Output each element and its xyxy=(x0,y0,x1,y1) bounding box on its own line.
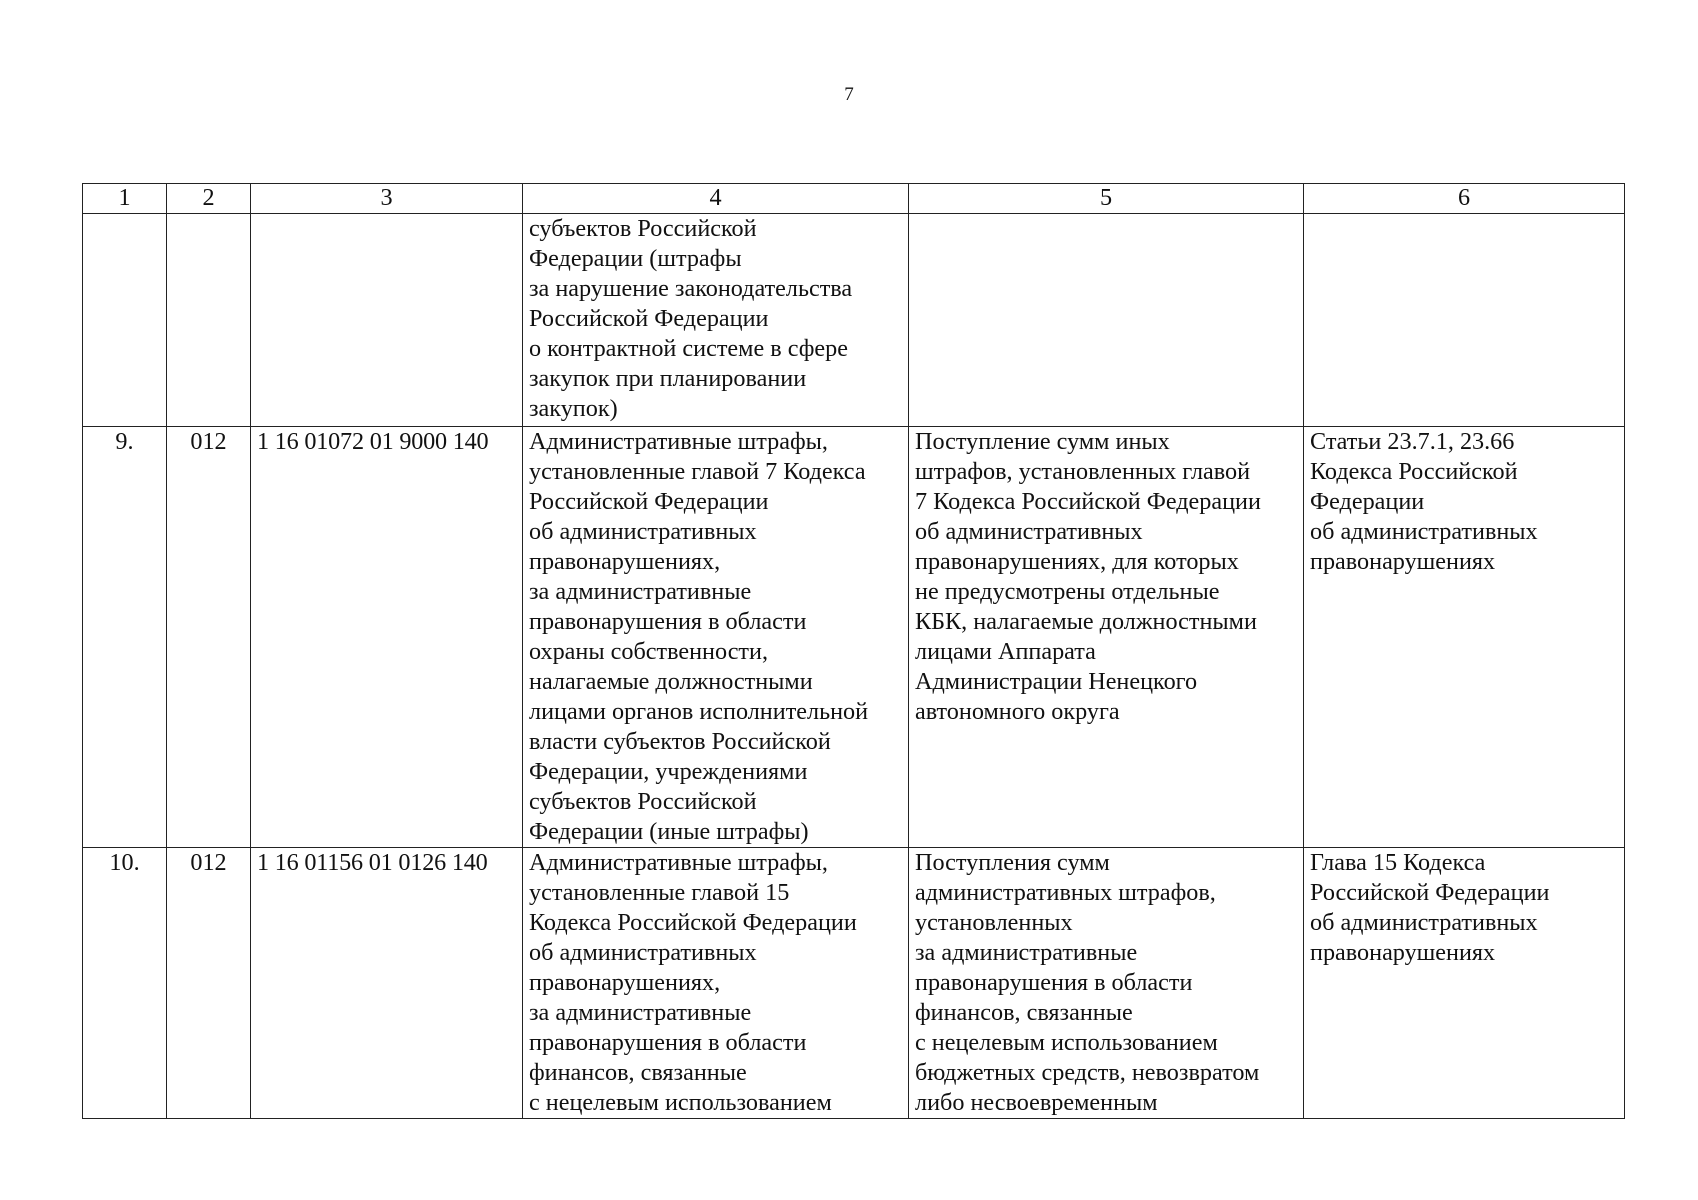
admin-code-cell: 012 xyxy=(167,848,251,1119)
row-number-cell: 9. xyxy=(83,427,167,848)
revenue-name-cell: Административные штрафы, установленные главой 7 Кодекса Российской Федерации об административных правонарушениях, за административные правонарушения в области охраны собственности, налагаемые должностными лицами органов исполнительной власти субъектов Российской Федерации, учреждениями субъектов Российской Федерации (иные штрафы) xyxy=(523,427,909,848)
revenue-description-cell xyxy=(909,214,1304,427)
header-col-5: 5 xyxy=(909,184,1304,214)
row-number-cell xyxy=(83,214,167,427)
revenue-name-cell: субъектов Российской Федерации (штрафы за нарушение законодательства Российской Федерации о контрактной системе в сфере закупок при планировании закупок) xyxy=(523,214,909,427)
admin-code-cell xyxy=(167,214,251,427)
legal-basis-cell: Глава 15 Кодекса Российской Федерации об административных правонарушениях xyxy=(1304,848,1625,1119)
budget-code-cell xyxy=(251,214,523,427)
header-row xyxy=(83,184,1625,214)
header-col-2: 2 xyxy=(167,184,251,214)
budget-code-cell: 1 16 01072 01 9000 140 xyxy=(251,427,523,848)
revenue-codes-table xyxy=(82,183,1625,1119)
legal-basis-cell: Статьи 23.7.1, 23.66 Кодекса Российской Федерации об административных правонарушениях xyxy=(1304,427,1625,848)
row-number-cell: 10. xyxy=(83,848,167,1119)
table-row-9 xyxy=(83,427,1625,848)
page-number: 7 xyxy=(844,84,854,105)
header-col-1: 1 xyxy=(83,184,167,214)
revenue-name-cell: Административные штрафы, установленные главой 15 Кодекса Российской Федерации об административных правонарушениях, за административные правонарушения в области финансов, связанные с нецелевым использованием xyxy=(523,848,909,1119)
revenue-description-cell: Поступление сумм иных штрафов, установленных главой 7 Кодекса Российской Федерации об административных правонарушениях, для которых не предусмотрены отдельные КБК, налагаемые должностными лицами Аппарата Администрации Ненецкого автономного округа xyxy=(909,427,1304,848)
table-header xyxy=(83,184,1625,214)
header-col-3: 3 xyxy=(251,184,523,214)
table-row-10 xyxy=(83,848,1625,1119)
legal-basis-cell xyxy=(1304,214,1625,427)
budget-code-cell: 1 16 01156 01 0126 140 xyxy=(251,848,523,1119)
admin-code-cell: 012 xyxy=(167,427,251,848)
header-col-6: 6 xyxy=(1304,184,1625,214)
revenue-description-cell: Поступления сумм административных штрафов, установленных за административные правонарушения в области финансов, связанные с нецелевым использованием бюджетных средств, невозвратом либо несвоевременным xyxy=(909,848,1304,1119)
table-row-continuation xyxy=(83,214,1625,427)
header-col-4: 4 xyxy=(523,184,909,214)
table-body xyxy=(83,214,1625,1119)
